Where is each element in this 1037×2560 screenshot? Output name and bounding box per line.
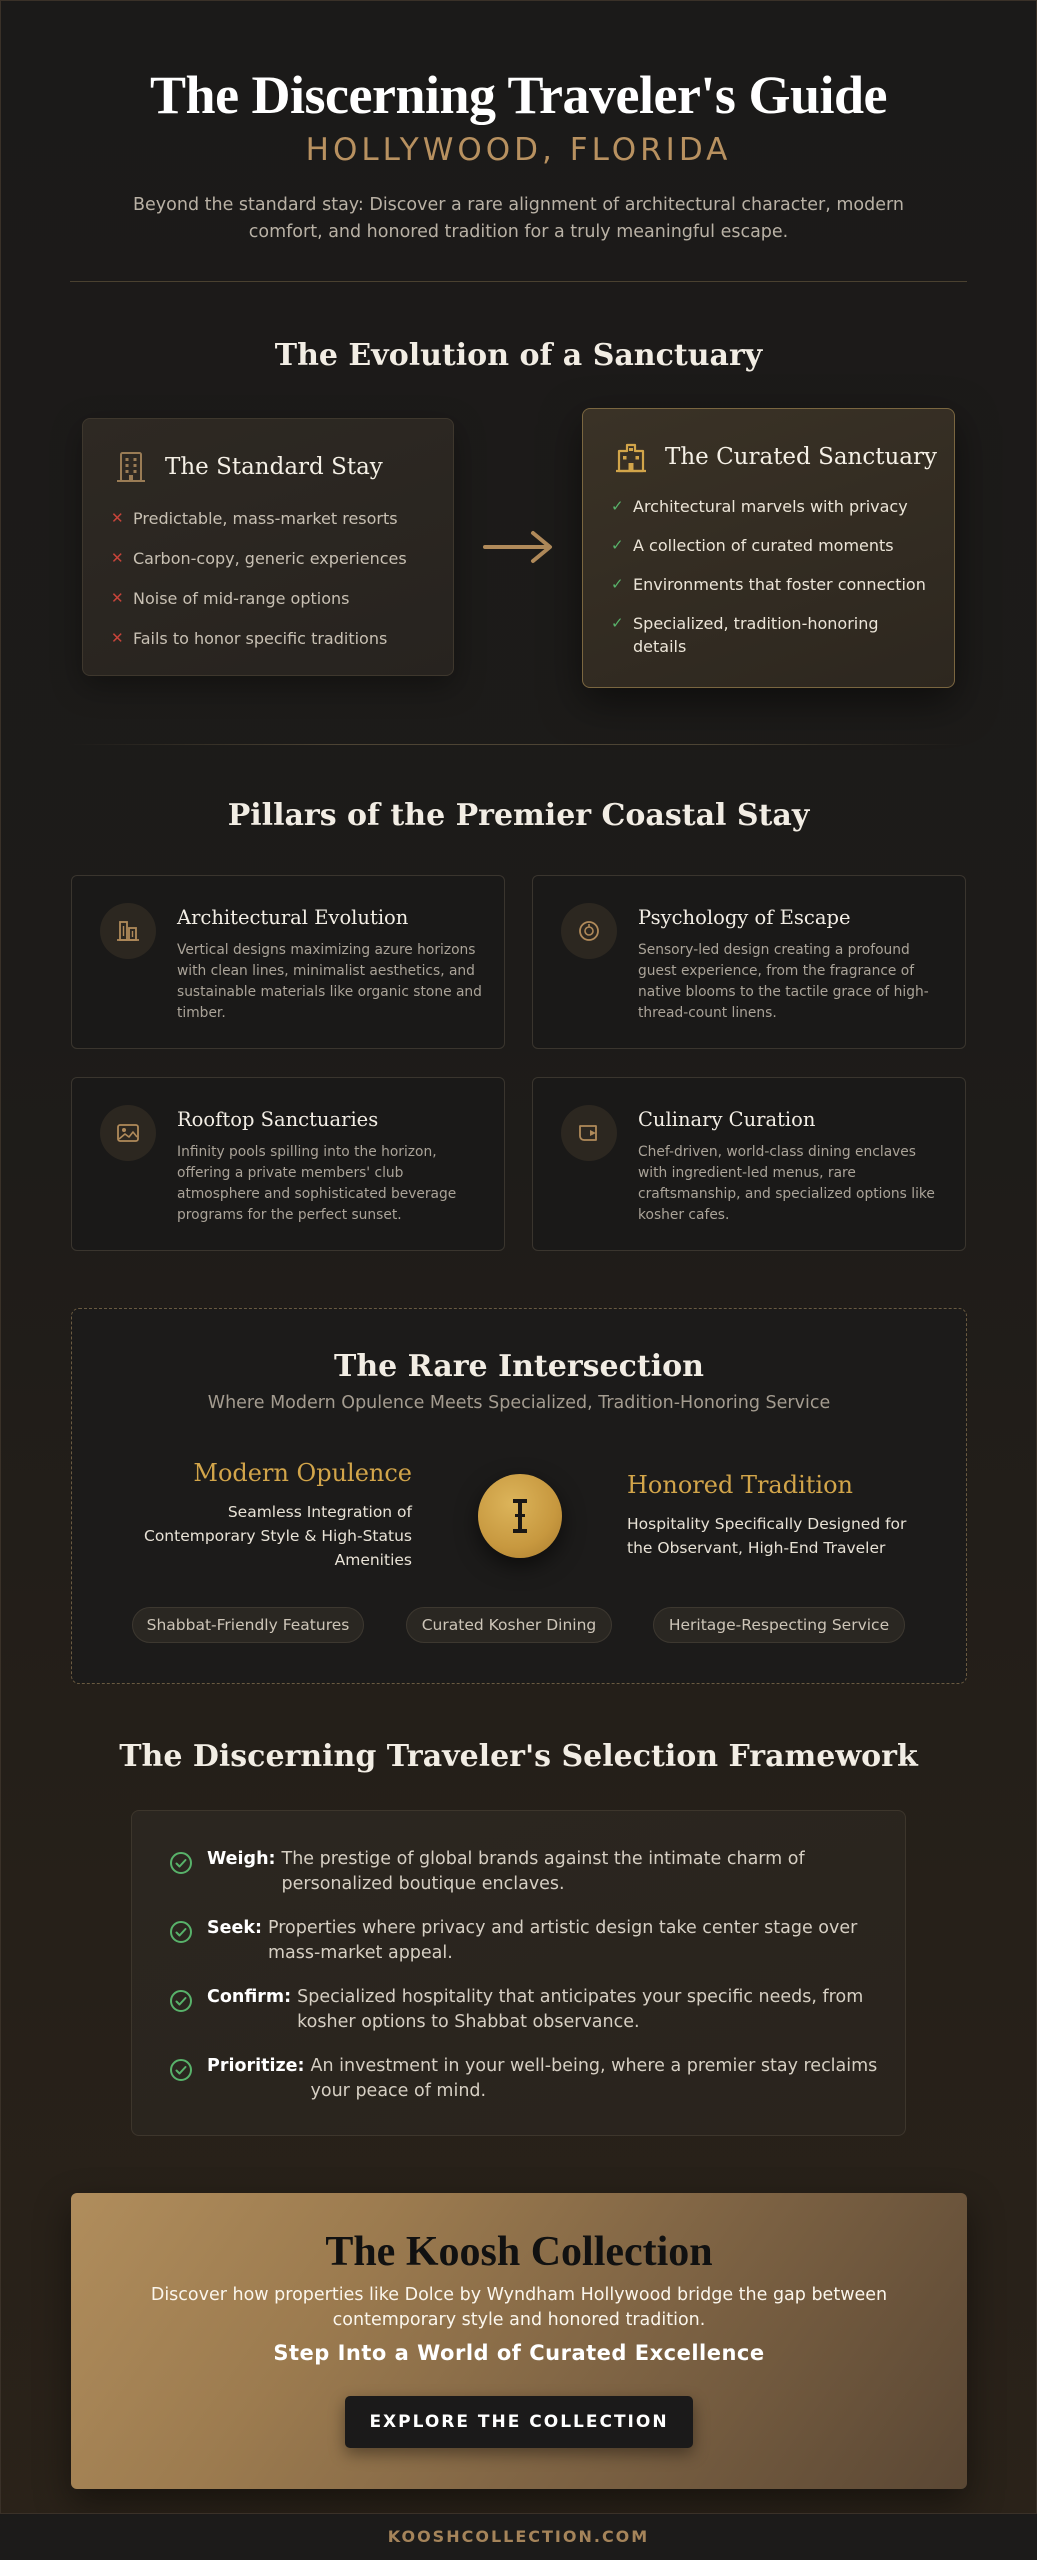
page-title: The Discerning Traveler's Guide (150, 65, 887, 125)
pillars-title: Pillars of the Premier Coastal Stay (227, 798, 810, 833)
curated-sanctuary-list (611, 495, 931, 674)
pillar-text: Infinity pools spilling into the horizon, offering a private members' club atmosphere and sophisticated beverage programs for the perfect sunset. (177, 1144, 457, 1223)
list-item: ✓ A collection of curated moments (611, 536, 894, 555)
explore-collection-button[interactable]: EXPLORE THE COLLECTION (345, 2396, 693, 2448)
standard-stay-list (111, 507, 431, 667)
pillar-card-psychology (532, 875, 966, 1049)
list-item: ✕ Fails to honor specific traditions (111, 629, 388, 648)
cross-icon: ✕ (111, 589, 124, 607)
rare-intersection-panel (71, 1308, 967, 1684)
framework-item (169, 2054, 879, 2104)
cta-description: Discover how properties like Dolce by Wyndham Hollywood bridge the gap between contemporary style and honored tradition. (150, 2285, 888, 2330)
cta-title: The Koosh Collection (325, 2229, 713, 2275)
check-icon: ✓ (611, 575, 624, 593)
pillar-text: Chef-driven, world-class dining enclaves with ingredient-led menus, rare craftsmanship, and specialized options like kosher cafes. (638, 1144, 935, 1223)
framework-text: An investment in your well-being, where a premier stay reclaims your peace of mind. (310, 2056, 878, 2101)
spa-icon (576, 918, 602, 944)
pillar-card-architectural (71, 875, 505, 1049)
koosh-collection-cta (71, 2193, 967, 2489)
framework-item (169, 1916, 879, 1966)
list-item: ✕ Carbon-copy, generic experiences (111, 549, 407, 568)
framework-item (169, 1985, 879, 2035)
tag-kosher: Curated Kosher Dining (406, 1607, 612, 1643)
pillar-text: Sensory-led design creating a profound guest experience, from the fragrance of native blooms to the tactile grace of high-thread-count linens. (638, 942, 929, 1021)
pillar-title: Psychology of Escape (638, 906, 851, 929)
framework-label: Confirm: (207, 1987, 292, 2007)
check-circle-icon (169, 2058, 193, 2082)
check-circle-icon (169, 1851, 193, 1875)
modern-opulence-title: Modern Opulence (193, 1459, 412, 1487)
framework-label: Seek: (207, 1918, 262, 1938)
list-item: ✓ Specialized, tradition-honoring details (611, 614, 879, 656)
pillar-text: Vertical designs maximizing azure horizons with clean lines, minimalist aesthetics, and sustainable materials like organic stone and timber. (177, 942, 482, 1021)
rare-intersection-subtitle: Where Modern Opulence Meets Specialized, Tradition-Honoring Service (207, 1393, 831, 1413)
city-icon (115, 918, 141, 944)
page-subtitle: HOLLYWOOD, FLORIDA (305, 132, 732, 168)
pillar-card-rooftop (71, 1077, 505, 1251)
header-divider (70, 281, 967, 282)
cross-icon: ✕ (111, 629, 124, 647)
list-item: ✕ Predictable, mass-market resorts (111, 509, 398, 528)
cta-tagline: Step Into a World of Curated Excellence (273, 2341, 765, 2365)
cross-icon: ✕ (111, 509, 124, 527)
image-icon (115, 1120, 141, 1146)
tag-shabbat: Shabbat-Friendly Features (132, 1607, 364, 1643)
center-medallion (478, 1474, 562, 1558)
pillar-title: Rooftop Sanctuaries (177, 1108, 379, 1131)
building-icon (113, 449, 149, 485)
framework-label: Prioritize: (207, 2056, 305, 2076)
page-description: Beyond the standard stay: Discover a rare alignment of architectural character, modern comfort, and honored tradition for a truly meaningful escape. (133, 195, 904, 242)
pillar-icon-wrap (561, 903, 617, 959)
list-item: ✓ Environments that foster connection (611, 575, 926, 594)
dining-icon (576, 1120, 602, 1146)
i-beam-icon (510, 1497, 530, 1535)
check-icon: ✓ (611, 497, 624, 515)
framework-panel (131, 1810, 906, 2136)
framework-text: Specialized hospitality that anticipates your specific needs, from kosher options to Shabbat observance. (297, 1987, 864, 2032)
hotel-icon (613, 439, 649, 475)
pillar-title: Culinary Curation (638, 1108, 816, 1131)
section-divider (70, 744, 967, 745)
check-icon: ✓ (611, 536, 624, 554)
pillar-icon-wrap (561, 1105, 617, 1161)
pillar-icon-wrap (100, 903, 156, 959)
cross-icon: ✕ (111, 549, 124, 567)
framework-text: The prestige of global brands against the intimate charm of personalized boutique enclaves. (281, 1849, 805, 1894)
honored-tradition-text: Hospitality Specifically Designed for the Observant, High-End Traveler (627, 1515, 907, 1557)
check-circle-icon (169, 1920, 193, 1944)
list-item: ✕ Noise of mid-range options (111, 589, 350, 608)
rare-intersection-title: The Rare Intersection (334, 1349, 704, 1384)
tag-heritage: Heritage-Respecting Service (653, 1607, 905, 1643)
pillar-card-culinary (532, 1077, 966, 1251)
framework-label: Weigh: (207, 1849, 276, 1869)
arrow-right-icon (483, 527, 555, 567)
curated-sanctuary-title: The Curated Sanctuary (665, 444, 938, 470)
pillar-title: Architectural Evolution (177, 906, 409, 929)
modern-opulence-text: Seamless Integration of Contemporary Style & High-Status Amenities (144, 1503, 412, 1569)
standard-stay-card (82, 418, 454, 676)
pillar-icon-wrap (100, 1105, 156, 1161)
framework-title: The Discerning Traveler's Selection Framework (119, 1739, 918, 1774)
framework-text: Properties where privacy and artistic design take center stage over mass-market appeal. (267, 1918, 858, 1963)
framework-item (169, 1847, 879, 1897)
curated-sanctuary-card (582, 408, 955, 688)
evolution-title: The Evolution of a Sanctuary (274, 338, 763, 373)
check-icon: ✓ (611, 614, 624, 632)
footer-link[interactable]: KOOSHCOLLECTION.COM (0, 2513, 1037, 2560)
check-circle-icon (169, 1989, 193, 2013)
list-item: ✓ Architectural marvels with privacy (611, 497, 908, 516)
honored-tradition-title: Honored Tradition (627, 1471, 854, 1499)
standard-stay-title: The Standard Stay (165, 454, 383, 480)
